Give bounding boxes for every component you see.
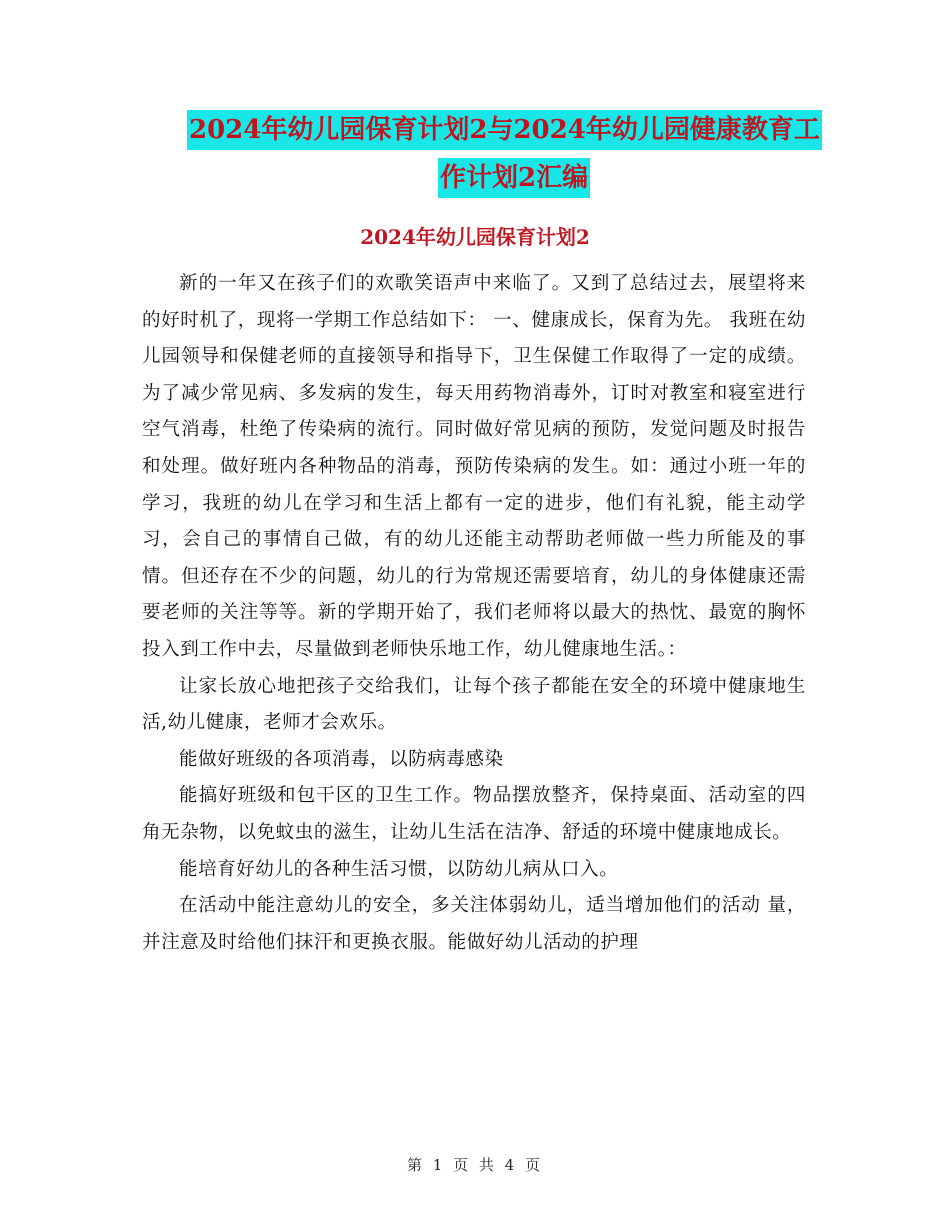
paragraph: 能培育好幼儿的各种生活习惯，以防幼儿病从口入。 — [179, 858, 619, 880]
paragraph: 能搞好班级和包干区的卫生工作。物品摆放整齐，保持桌面、活动室的四角无杂物，以免蚊虫的滋生，让幼儿生活在洁净、舒适的环境中健康地成长。 — [142, 785, 806, 843]
section-title: 2024年幼儿园保育计划2 — [360, 225, 590, 249]
title-line-1: 2024年幼儿园保育计划2与2024年幼儿园健康教育工 — [187, 110, 822, 150]
page-footer: 第 1 页 共 4 页 — [407, 1156, 543, 1174]
paragraph: 新的一年又在孩子们的欢歌笑语声中来临了。又到了总结过去，展望将来的好时机了，现将一学期工作总结如下： 一、健康成长，保育为先。 我班在幼儿园领导和保健老师的直接领导和指导下，卫生保健工作取得了一定的成绩。为了减少常见病、多发病的发生，每天用药物消毒外，订时对教室和寝室进行空气消毒，杜绝了传染病的流行。同时做好常见病的预防，发觉问题及时报告和处理。做好班内各种物品的消毒，预防传染病的发生。如：通过小班一年的学习，我班的幼儿在学习和生活上都有一定的进步，他们有礼貌，能主动学习，会自己的事情自己做，有的幼儿还能主动帮助老师做一些力所能及的事情。但还存在不少的问题，幼儿的行为常规还需要培育，幼儿的身体健康还需要老师的关注等等。新的学期开始了，我们老师将以最大的热忱、最宽的胸怀投入到工作中去，尽量做到老师快乐地工作，幼儿健康地生活。： — [142, 273, 806, 660]
paragraph: 在活动中能注意幼儿的安全，多关注体弱幼儿，适当增加他们的活动 量，并注意及时给他们抹汗和更换衣服。能做好幼儿活动的护理 — [142, 895, 806, 953]
paragraph: 让家长放心地把孩子交给我们，让每个孩子都能在安全的环境中健康地生活,幼儿健康，老师才会欢乐。 — [142, 675, 806, 734]
paragraph: 能做好班级的各项消毒，以防病毒感染 — [179, 748, 504, 770]
title-line-2: 作计划2汇编 — [438, 158, 590, 198]
body-text — [142, 266, 806, 961]
